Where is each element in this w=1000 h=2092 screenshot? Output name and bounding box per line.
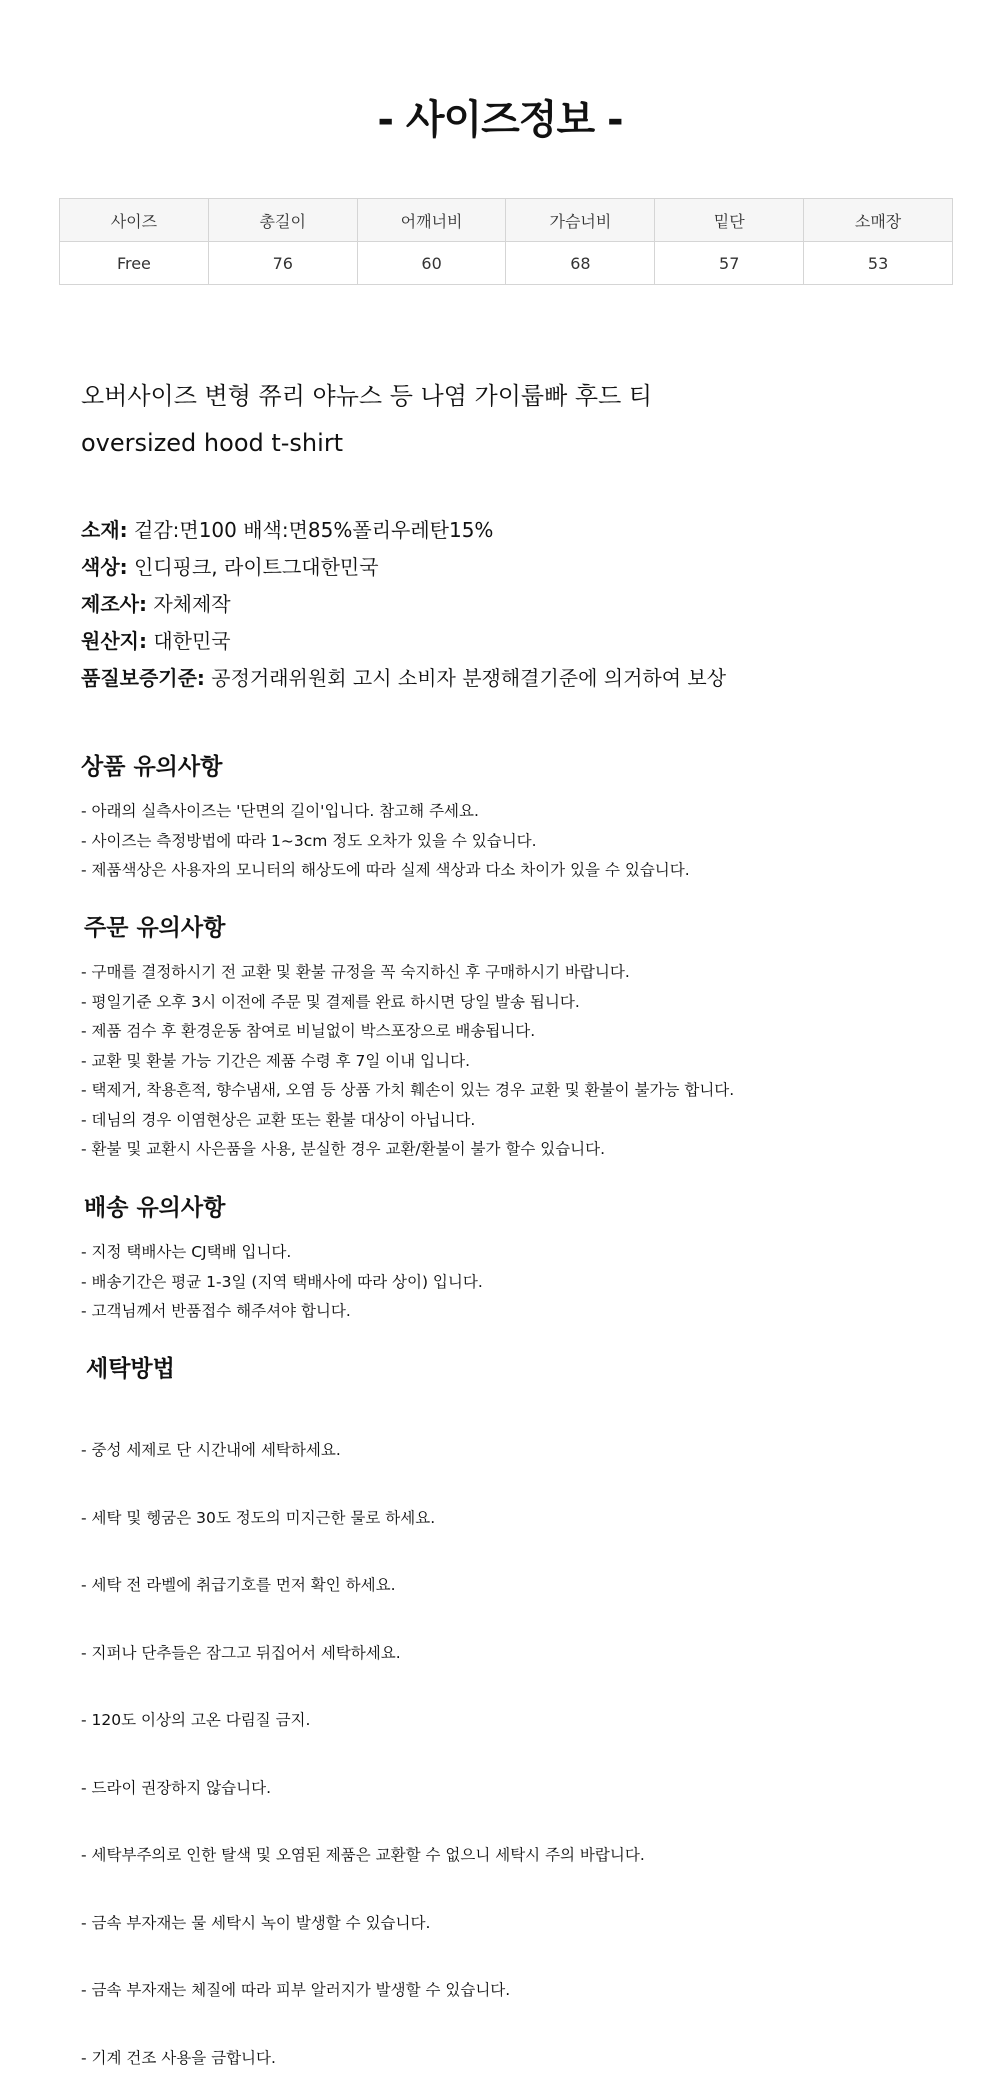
list-item: - 120도 이상의 고온 다림질 금지. (81, 1711, 311, 1729)
size-table-cell: 76 (208, 242, 357, 285)
spec-value: 대한민국 (146, 629, 231, 653)
list-item: - 구매를 결정하시기 전 교환 및 환불 규정을 꼭 숙지하신 후 구매하시기 바랍니다. (81, 963, 630, 981)
list-item: - 평일기준 오후 3시 이전에 주문 및 결제를 완료 하시면 당일 발송 됩니다. (81, 992, 580, 1011)
product-notes-title: 상품 유의사항 (81, 754, 223, 780)
size-table-cell: 53 (804, 242, 953, 285)
spec-label: 품질보증기준: (81, 666, 205, 690)
spec-manufacturer (81, 586, 726, 623)
list-item: - 지퍼나 단추들은 잠그고 뒤집어서 세탁하세요. (81, 1643, 401, 1662)
shipping-notes-title: 배송 유의사항 (84, 1195, 226, 1221)
list-item: - 세탁부주의로 인한 탈색 및 오염된 제품은 교환할 수 없으니 세탁시 주의 바랍니다. (81, 1846, 645, 1864)
spec-label: 제조사: (81, 592, 147, 616)
list-item: - 사이즈는 측정방법에 따라 1~3cm 정도 오차가 있을 수 있습니다. (81, 831, 537, 850)
list-item: - 드라이 권장하지 않습니다. (81, 1778, 272, 1797)
list-item: - 아래의 실측사이즈는 '단면의 길이'입니다. 참고해 주세요. (81, 802, 479, 820)
list-item: - 세탁 전 라벨에 취급기호를 먼저 확인 하세요. (81, 1576, 396, 1594)
size-table-cell: Free (60, 242, 209, 285)
order-notes-list (81, 958, 734, 1165)
list-item: - 세탁 및 헹굼은 30도 정도의 미지근한 물로 하세요. (81, 1508, 436, 1527)
list-item: - 지정 택배사는 CJ택배 입니다. (81, 1243, 292, 1261)
washing-method-title: 세탁방법 (86, 1356, 175, 1382)
table-row (60, 242, 953, 285)
product-notes-list (81, 797, 690, 886)
product-spec-list (81, 512, 726, 697)
size-table-header: 가슴너비 (506, 199, 655, 242)
list-item: - 택제거, 착용흔적, 향수냄새, 오염 등 상품 가치 훼손이 있는 경우 교환 및 환불이 불가능 합니다. (81, 1081, 735, 1099)
list-item: - 환불 및 교환시 사은품을 사용, 분실한 경우 교환/환불이 불가 할수 있습니다. (81, 1140, 606, 1158)
size-table-header: 총길이 (208, 199, 357, 242)
list-item: - 데님의 경우 이염현상은 교환 또는 환불 대상이 아닙니다. (81, 1110, 476, 1129)
list-item: - 금속 부자재는 체질에 따라 피부 알러지가 발생할 수 있습니다. (81, 1981, 511, 1999)
size-table-header: 소매장 (804, 199, 953, 242)
product-name-ko: 오버사이즈 변형 쮸리 야뉴스 등 나염 가이룹빠 후드 티 (81, 382, 653, 410)
size-table-header: 어깨너비 (357, 199, 506, 242)
size-table-cell: 60 (357, 242, 506, 285)
spec-color (81, 549, 726, 586)
list-item: - 금속 부자재는 물 세탁시 녹이 발생할 수 있습니다. (81, 1913, 431, 1932)
size-table (59, 198, 953, 285)
list-item: - 제품 검수 후 환경운동 참여로 비닐없이 박스포장으로 배송됩니다. (81, 1022, 536, 1040)
list-item: - 배송기간은 평균 1-3일 (지역 택배사에 따라 상이) 입니다. (81, 1272, 483, 1291)
page-title: - 사이즈정보 - (377, 97, 623, 143)
washing-method-list (81, 1398, 645, 2092)
spec-label: 원산지: (81, 629, 147, 653)
size-table-header: 사이즈 (60, 199, 209, 242)
spec-quality-guarantee (81, 660, 726, 697)
list-item: - 교환 및 환불 가능 기간은 제품 수령 후 7일 이내 입니다. (81, 1051, 471, 1070)
size-table-header-row (60, 199, 953, 242)
list-item: - 제품색상은 사용자의 모니터의 해상도에 따라 실제 색상과 다소 차이가 있을 수 있습니다. (81, 861, 690, 879)
product-name-en: oversized hood t-shirt (81, 429, 344, 457)
spec-value: 겉감:면100 배색:면85%폴리우레탄15% (127, 518, 494, 542)
list-item: - 고객님께서 반품접수 해주셔야 합니다. (81, 1302, 351, 1320)
spec-label: 색상: (81, 555, 128, 579)
spec-value: 인디핑크, 라이트그대한민국 (127, 555, 379, 579)
list-item: - 중성 세제로 단 시간내에 세탁하세요. (81, 1441, 341, 1459)
spec-material (81, 512, 726, 549)
list-item: - 기계 건조 사용을 금합니다. (81, 2048, 276, 2067)
spec-value: 자체제작 (146, 592, 231, 616)
order-notes-title: 주문 유의사항 (84, 915, 226, 941)
spec-label: 소재: (81, 518, 128, 542)
spec-value: 공정거래위원회 고시 소비자 분쟁해결기준에 의거하여 보상 (204, 666, 727, 690)
spec-origin (81, 623, 726, 660)
size-table-header: 밑단 (655, 199, 804, 242)
size-table-cell: 68 (506, 242, 655, 285)
size-table-cell: 57 (655, 242, 804, 285)
shipping-notes-list (81, 1238, 483, 1327)
